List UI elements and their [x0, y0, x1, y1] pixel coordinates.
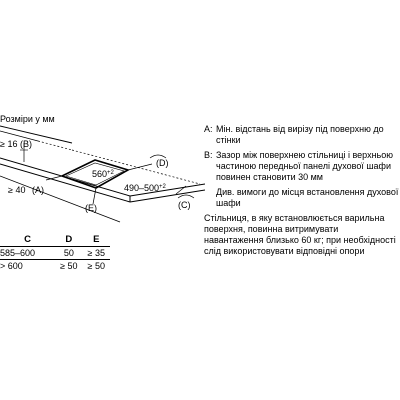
note-a — [204, 124, 400, 146]
label-b: ≥ 16 (B) — [0, 139, 32, 149]
dim-d-line — [128, 164, 152, 170]
table-header-c: C — [24, 234, 31, 245]
table-row — [0, 260, 110, 273]
table-cell: ≥ 50 — [55, 260, 82, 273]
table-row — [0, 247, 110, 260]
back-edge-dashed — [38, 141, 72, 150]
note-b-extra: Див. вимоги до місця встановлення духової шафи — [216, 187, 399, 208]
label-d: (D) — [156, 158, 169, 168]
table-header-e: E — [93, 234, 100, 245]
note-a-text: Мін. відстань від вирізу під поверхню до стінки — [216, 124, 384, 145]
label-c: (C) — [178, 200, 191, 210]
dim-e-line — [93, 188, 96, 204]
note-general: Стільниця, в яку встановлюється варильна поверхня, повинна витримувати навантаження близько 60 кг; при необхідності слід використовувати відповідні опори — [204, 213, 396, 256]
label-a: ≥ 40 — [8, 185, 26, 195]
cabinet-lower-edge — [0, 176, 120, 222]
note-b-key: B: — [204, 150, 213, 160]
note-b-text: Зазор між поверхнею стільниці і верхньою частиною передньої панелі духової шафи повинен становити 30 мм — [216, 150, 393, 182]
notes-panel — [204, 124, 400, 257]
label-a-letter: (A) — [32, 185, 44, 195]
units-label: Розміри у мм — [0, 114, 55, 124]
table-cell: ≥ 35 — [83, 247, 110, 260]
cutout-width-label: $560^{+2}$ — [92, 169, 114, 179]
table-cell: 50 — [55, 247, 82, 260]
note-a-key: A: — [204, 124, 213, 134]
note-b — [204, 150, 400, 183]
dimension-table — [0, 234, 110, 272]
dim-c-arc — [178, 195, 194, 198]
table-cell: 585–600 — [0, 247, 55, 260]
cutout-depth-label: $490-500^{+2}$ — [124, 183, 166, 193]
table-cell: > 600 — [0, 260, 55, 273]
table-cell: ≥ 50 — [83, 260, 110, 273]
table-header-d: D — [65, 234, 73, 245]
countertop-cutout-diagram — [0, 0, 205, 234]
label-e: (E) — [85, 203, 97, 213]
